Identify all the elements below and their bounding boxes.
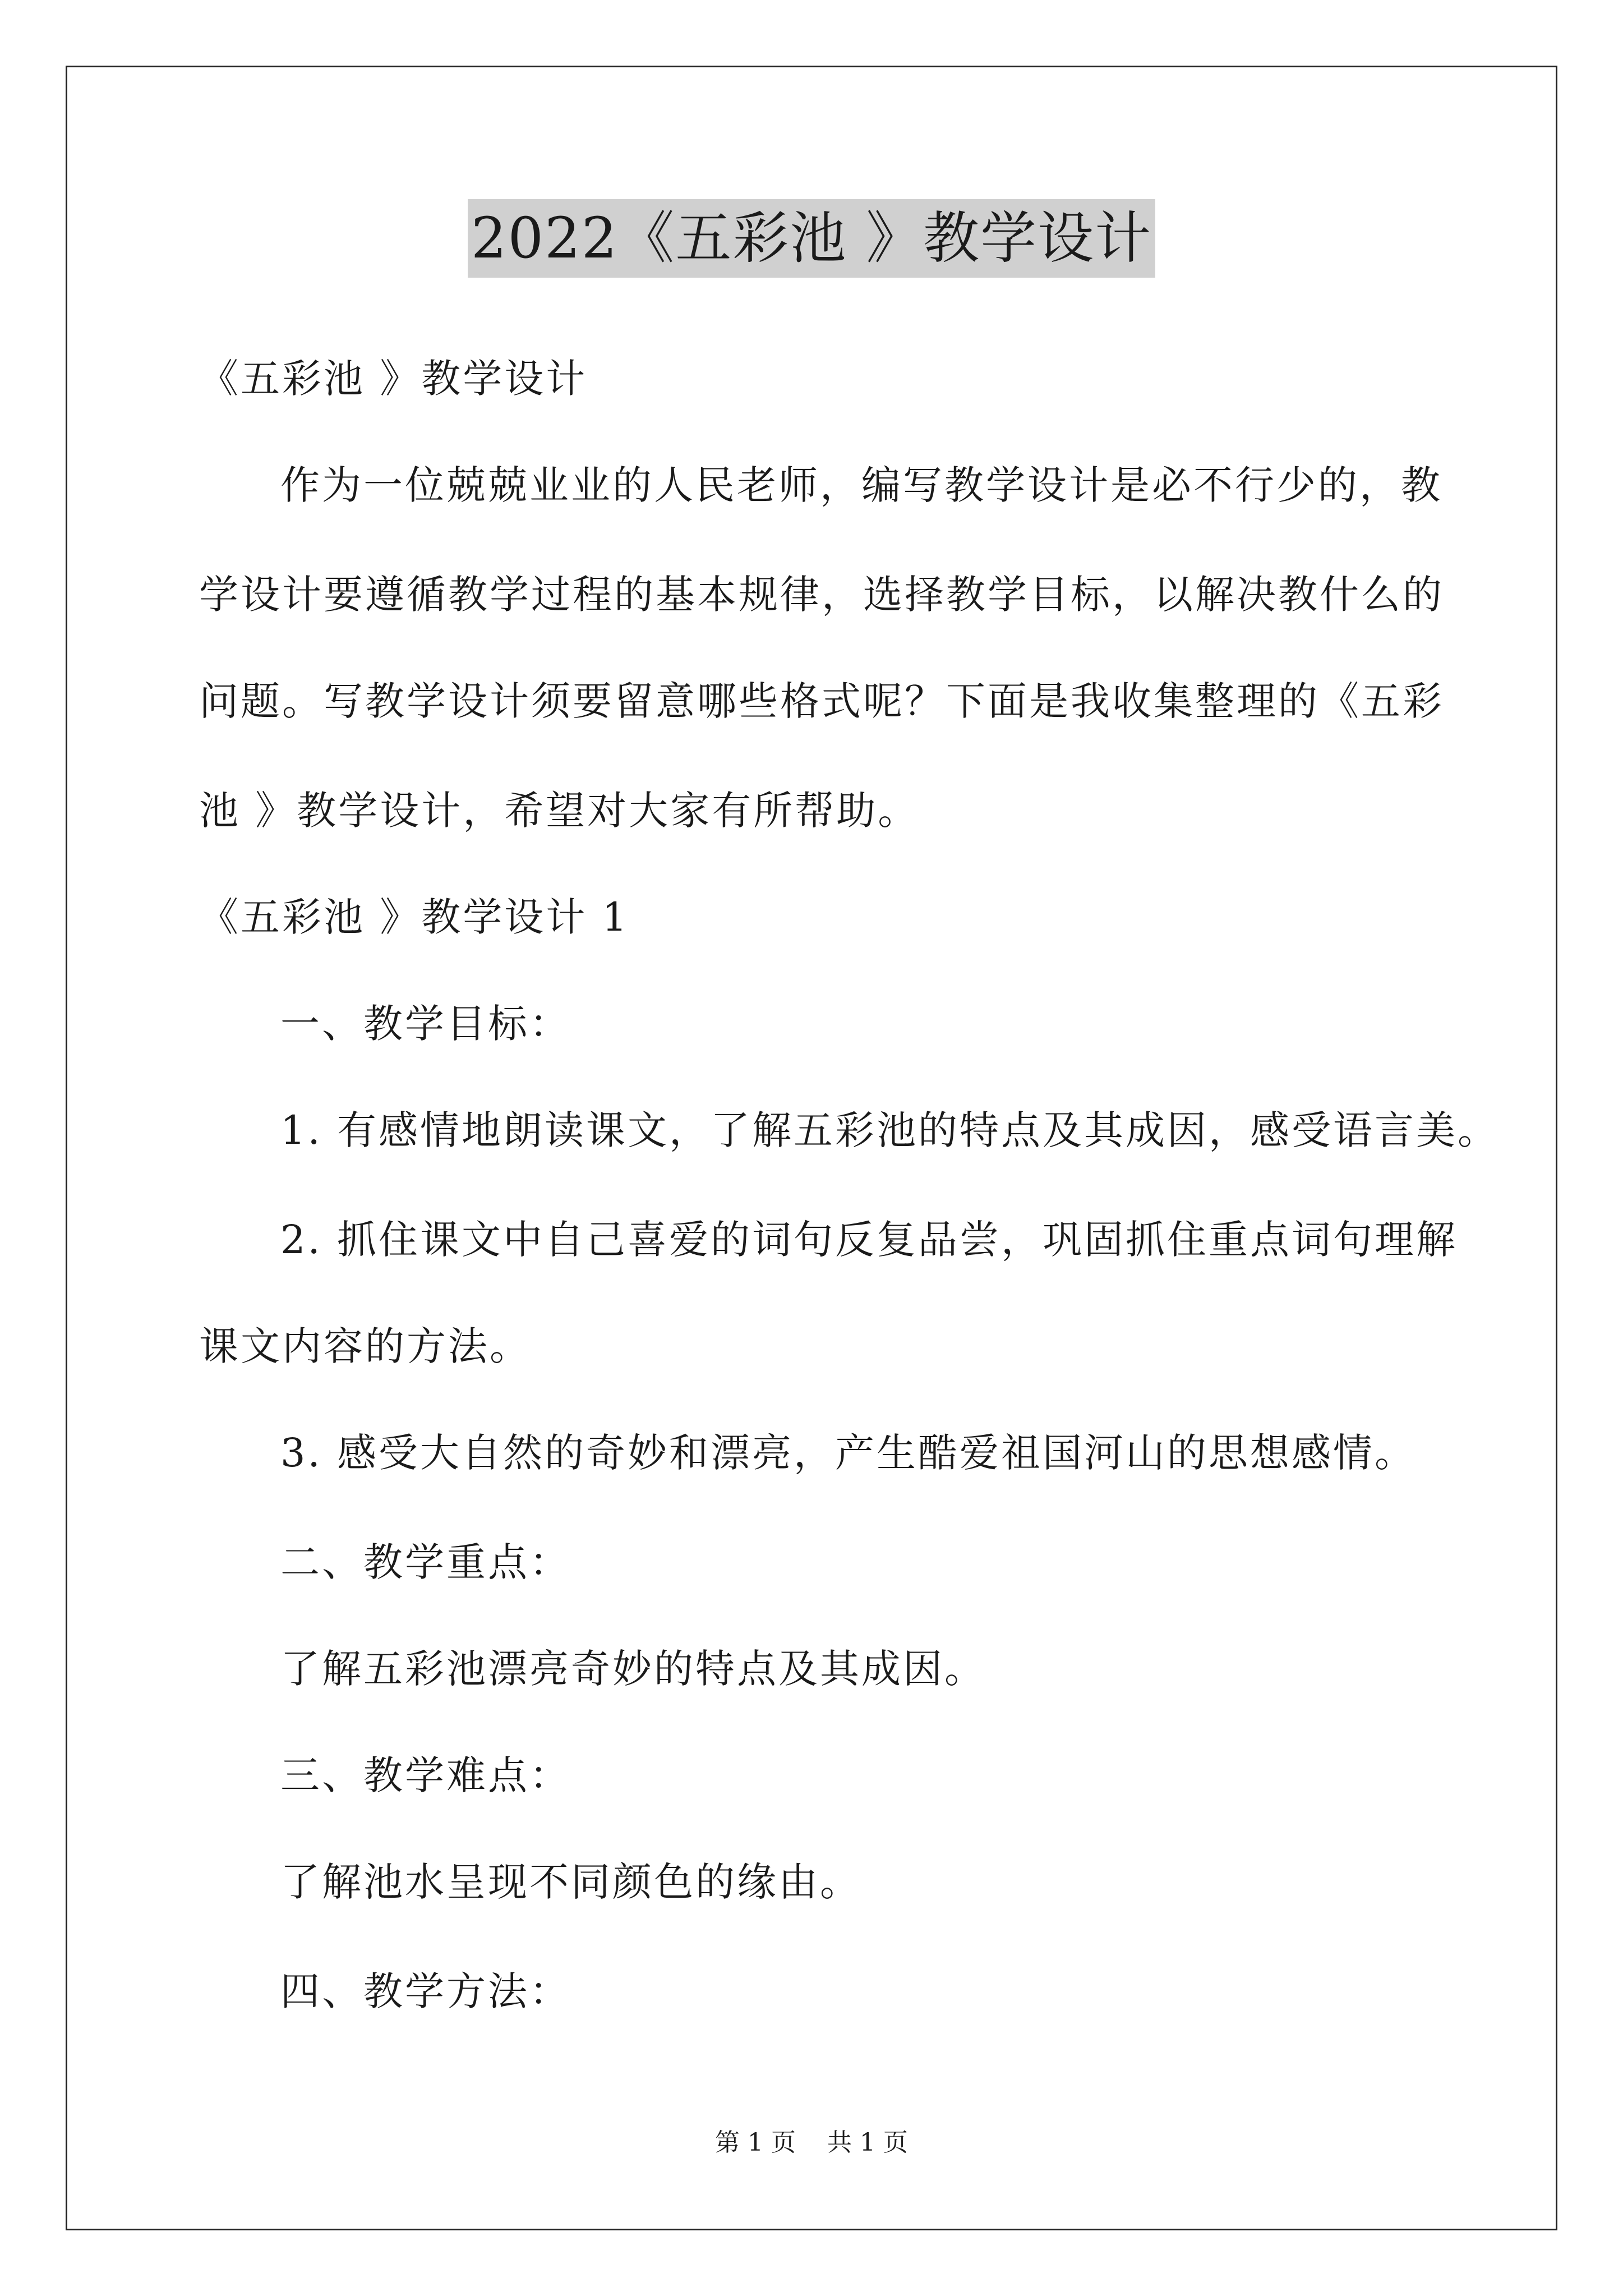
section-heading: 《五彩池 》教学设计 1 (199, 894, 630, 940)
key-points-text: 了解五彩池漂亮奇妙的特点及其成因。 (280, 1646, 986, 1692)
title-container (0, 199, 1623, 278)
heading-objectives: 一、教学目标： (280, 1001, 571, 1047)
page-footer: 第 1 页 共 1 页 (715, 2128, 908, 2157)
objective-2-line-1: 2. 抓住课文中自己喜爱的词句反复品尝，巩固抓住重点词句理解 (280, 1217, 1458, 1263)
heading-methods: 四、教学方法： (280, 1968, 571, 2014)
subtitle: 《五彩池 》教学设计 (199, 356, 588, 402)
intro-paragraph-line-2: 学设计要遵循教学过程的基本规律，选择教学目标，以解决教什么的 (199, 572, 1444, 618)
intro-paragraph-line-4: 池 》教学设计，希望对大家有所帮助。 (199, 788, 920, 834)
intro-paragraph-line-1: 作为一位兢兢业业的人民老师，编写教学设计是必不行少的，教 (280, 462, 1442, 508)
document-title: 2022《五彩池 》教学设计 (468, 199, 1155, 278)
objective-2-line-2: 课文内容的方法。 (199, 1323, 531, 1369)
heading-key-points: 二、教学重点： (280, 1539, 571, 1585)
intro-paragraph-line-3: 问题。写教学设计须要留意哪些格式呢？下面是我收集整理的《五彩 (199, 678, 1444, 724)
heading-difficulties: 三、教学难点： (280, 1752, 571, 1798)
difficulties-text: 了解池水呈现不同颜色的缘由。 (280, 1859, 861, 1905)
objective-1: 1. 有感情地朗读课文，了解五彩池的特点及其成因，感受语言美。 (280, 1107, 1500, 1153)
objective-3: 3. 感受大自然的奇妙和漂亮，产生酷爱祖国河山的思想感情。 (280, 1430, 1417, 1476)
